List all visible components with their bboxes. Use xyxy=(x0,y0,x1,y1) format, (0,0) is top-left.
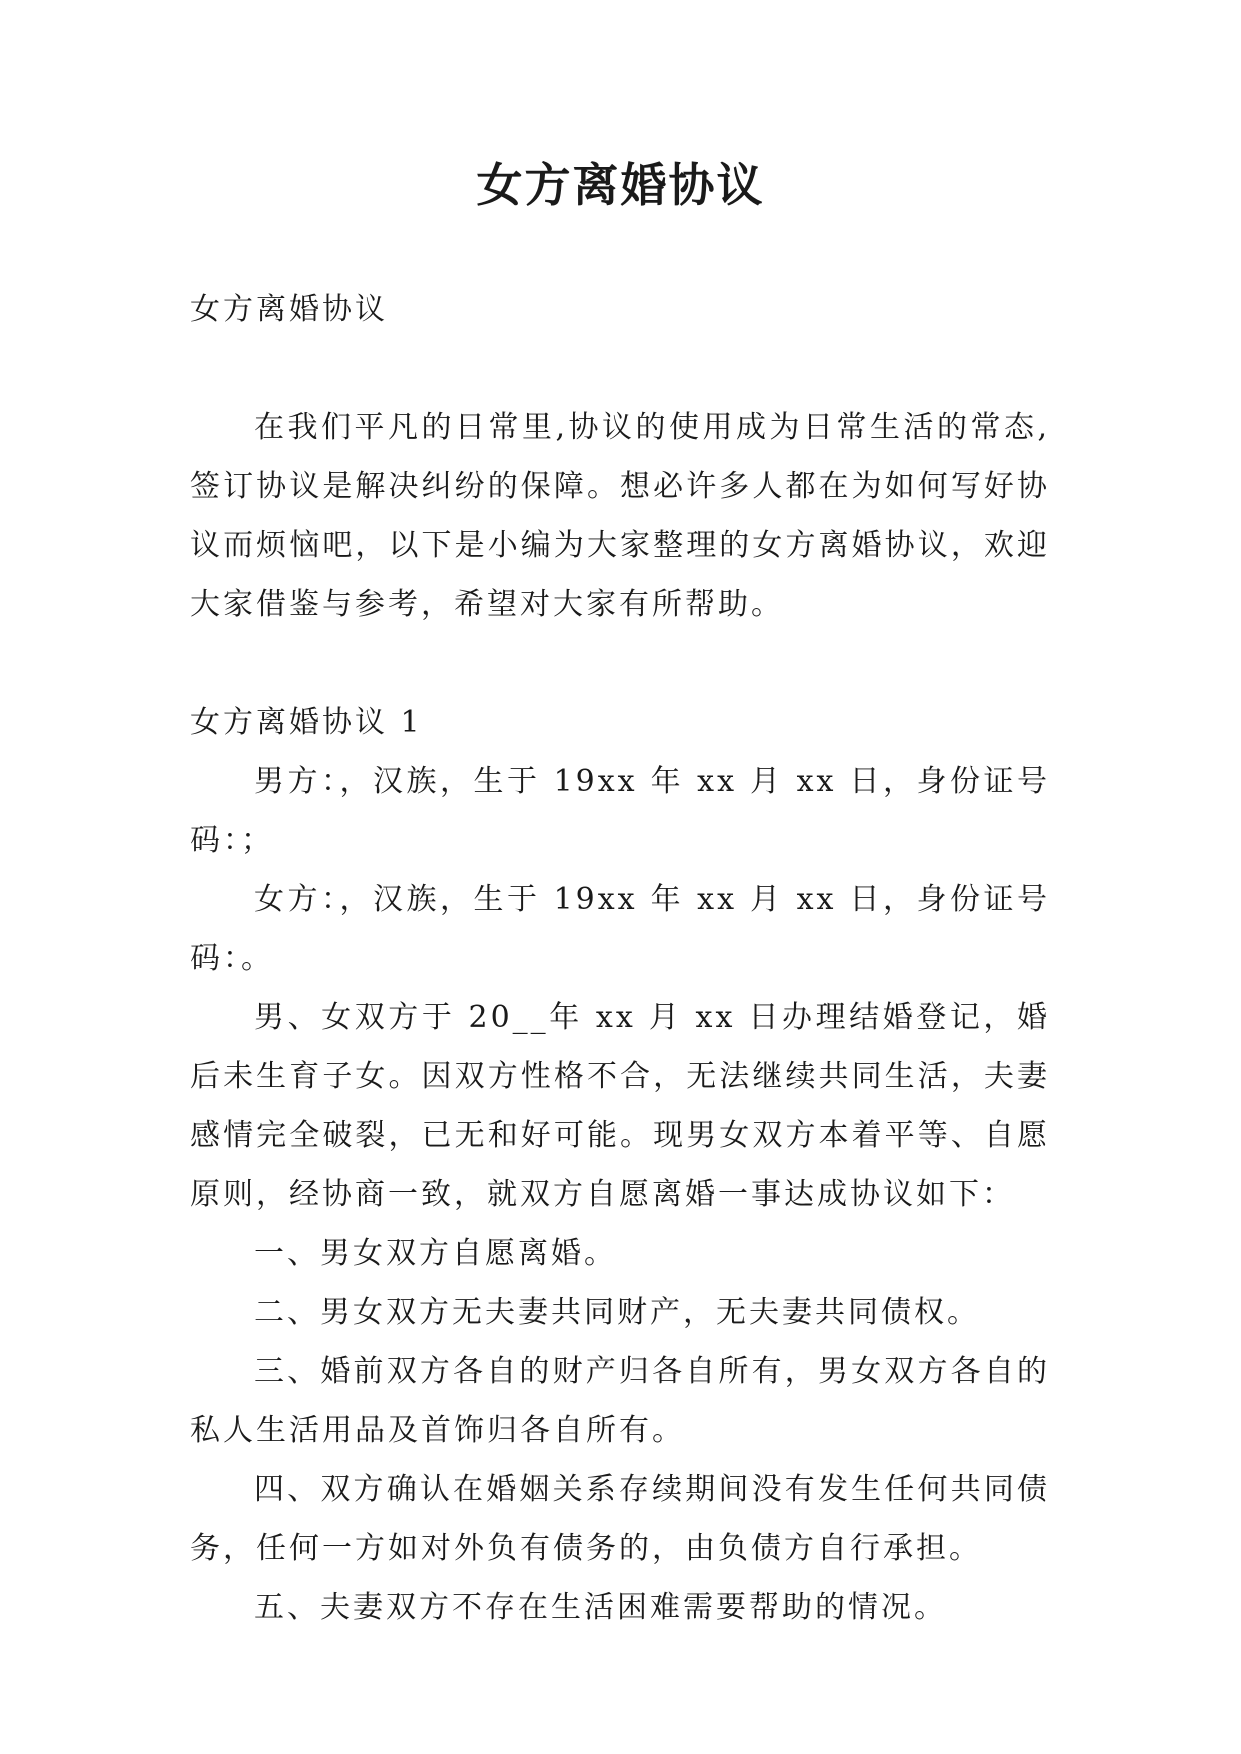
clause-paragraph: 男、女双方于 20__年 xx 月 xx 日办理结婚登记，婚后未生育子女。因双方性格不合，无法继续共同生活，夫妻感情完全破裂，已无和好可能。现男女双方本着平等、自愿原则，经协商一致，就双方自愿离婚一事达成协议如下： xyxy=(190,1000,1050,1212)
clause-paragraph: 三、婚前双方各自的财产归各自所有，男女双方各自的私人生活用品及首饰归各自所有。 xyxy=(190,1354,1050,1448)
document-title: 女方离婚协议 xyxy=(476,158,765,212)
spacer xyxy=(190,634,1050,693)
document-body xyxy=(190,280,1050,1637)
intro-paragraph: 在我们平凡的日常里,协议的使用成为日常生活的常态,签订协议是解决纠纷的保障。想必许多人都在为如何写好协议而烦恼吧，以下是小编为大家整理的女方离婚协议，欢迎大家借鉴与参考，希望对大家有所帮助。 xyxy=(190,410,1050,622)
document-subtitle: 女方离婚协议 xyxy=(190,292,388,327)
spacer xyxy=(190,339,1050,398)
clause-paragraph: 女方：，汉族，生于 19xx 年 xx 月 xx 日，身份证号码：。 xyxy=(190,882,1050,976)
clause-paragraph: 四、双方确认在婚姻关系存续期间没有发生任何共同债务，任何一方如对外负有债务的，由负债方自行承担。 xyxy=(190,1472,1050,1566)
section-heading: 女方离婚协议 1 xyxy=(190,705,423,740)
clause-paragraph: 五、夫妻双方不存在生活困难需要帮助的情况。 xyxy=(254,1590,947,1625)
clause-paragraph: 二、男女双方无夫妻共同财产，无夫妻共同债权。 xyxy=(254,1295,980,1330)
clause-paragraph: 一、男女双方自愿离婚。 xyxy=(254,1236,617,1271)
clause-paragraph: 男方：，汉族，生于 19xx 年 xx 月 xx 日，身份证号码：； xyxy=(190,764,1050,858)
